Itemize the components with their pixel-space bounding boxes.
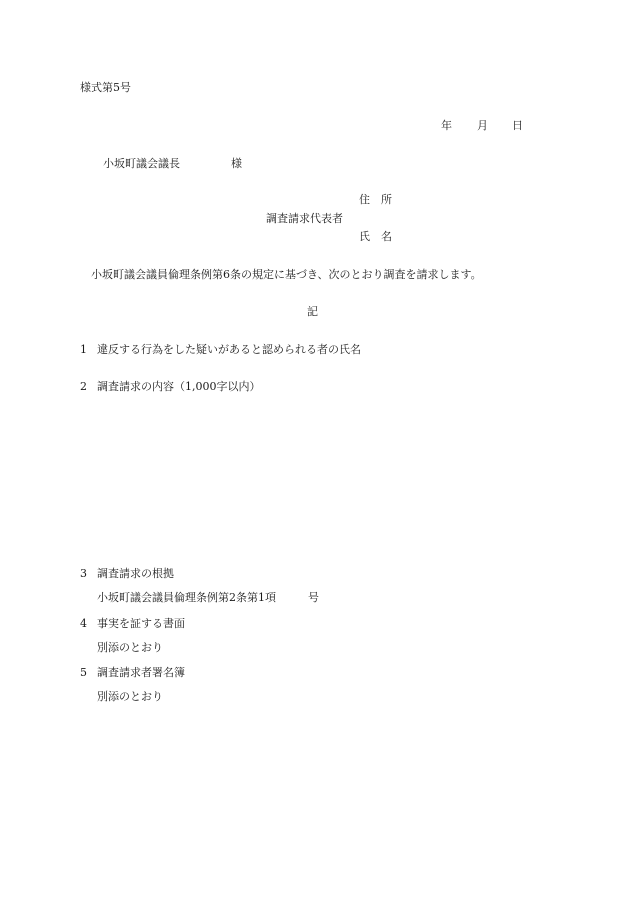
addressee-name: 小坂町議会議長 [103,157,180,170]
item-3-title: 調査請求の根拠 [97,567,174,580]
item-2-title: 調査請求の内容（1,000字以内） [97,380,261,393]
item-3-number: 3 [80,567,87,580]
date-day-label: 日 [512,119,523,132]
item-2-number: 2 [80,380,87,393]
item-1-number: 1 [80,343,87,356]
ki-heading: 記 [307,305,318,318]
item-3-detail-prefix: 小坂町議会議員倫理条例第2条第1項 [97,591,276,604]
form-number: 様式第5号 [80,81,131,94]
item-4-detail: 別添のとおり [97,641,163,654]
requester-role-label: 調査請求代表者 [266,212,343,225]
body-text: 小坂町議会議員倫理条例第6条の規定に基づき、次のとおり調査を請求します。 [91,268,482,281]
requester-name-label: 氏 名 [359,230,392,243]
date-month-label: 月 [477,119,488,132]
requester-address-label: 住 所 [359,193,392,206]
item-1-title: 違反する行為をした疑いがあると認められる者の氏名 [97,343,361,356]
item-5-number: 5 [80,666,87,679]
item-3-detail-suffix: 号 [308,591,319,604]
addressee-honorific: 様 [231,157,242,170]
item-4-title: 事実を証する書面 [97,617,185,630]
date-year-label: 年 [441,119,452,132]
item-5-title: 調査請求者署名簿 [97,666,185,679]
item-4-number: 4 [80,617,87,630]
item-5-detail: 別添のとおり [97,690,163,703]
